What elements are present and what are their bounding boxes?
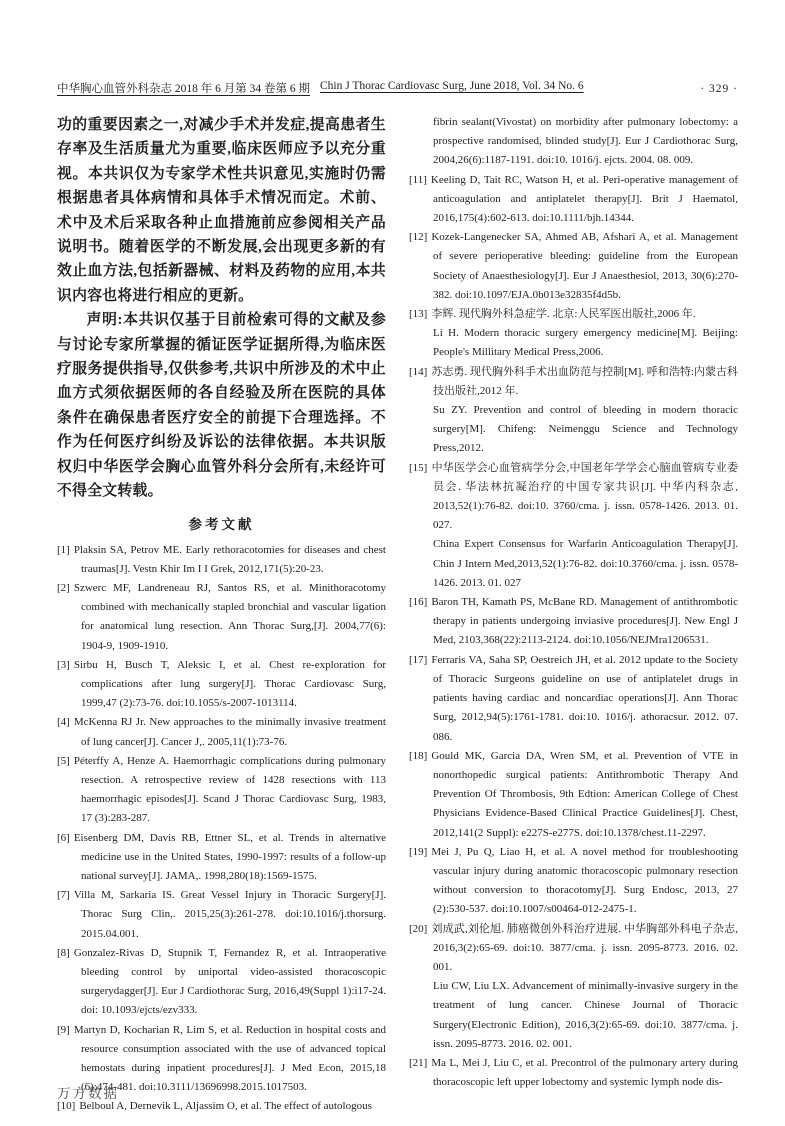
reference-label: [7] [57,889,70,902]
reference-text: [20] 刘成武,刘伦旭. 肺癌微创外科治疗进展. 中华胸部外科电子杂志, 2016,3(2):65-69. doi:10. 3877/cma. j. issn. 2095-8773. 2016. 02. 001. [409,922,738,973]
reference-text: [3] Sirbu H, Busch T, Aleksic I, et al. Chest re-exploration for complications after lung surgery[J]. Thorac Cardiovasc Surg, 1999,47 (2):73-76. doi:10.1055/s-2007-1013114. [57,658,386,710]
reference-text: [4] McKenna RJ Jr. New approaches to the minimally invasive treatment of lung cancer[J]. Cancer J,. 2005,11(1):73-76. [57,716,386,748]
reference-label: [21] [409,1056,428,1069]
reference-item [409,171,738,229]
reference-label: [8] [57,946,70,959]
reference-text: [16] Baron TH, Kamath PS, McBane RD. Management of antithrombotic therapy in patients undergoing inviasive procedures[J]. New Engl J Med, 2103,368(22):2113-2124. doi:10.1056/NEJMra1206531. [409,596,738,647]
reference-text: [14] 苏志勇. 现代胸外科手术出血防范与控制[M]. 呼和浩特:内蒙古科技出版社,2012 年. [409,365,738,397]
reference-text: [19] Mei J, Pu Q, Liao H, et al. A novel method for troubleshooting vascular injury during anatomic thoracoscopic pulmonary resection without conversion to thoracotomy[J]. Surg Endosc, 2013, 27 (2):530-537. doi:10.1007/s00464-012-2475-1. [409,845,738,916]
journal-title-english: Chin J Thorac Cardiovasc Surg, June 2018, Vol. 34 No. 6 [320,80,584,92]
reference-item [409,593,738,651]
reference-label: [6] [57,831,70,844]
reference-label: [19] [409,845,428,858]
reference-text: [10] Belboul A, Dernevik L, Aljassim O, et al. The effect of autologous [57,1100,372,1113]
reference-item [409,747,738,843]
reference-item [409,1054,738,1092]
statement-paragraph: 声明:本共识仅基于目前检索可得的文献及参与讨论专家所掌握的循证医学证据所得,为临床医疗服务提供指导,仅供参考,共识中所涉及的术中止血方式须依据医师的各自经验及所在医院的具体条件在确保患者医疗安全的前提下合理选择。不作为任何医疗纠纷及诉讼的法律依据。本共识版权归中华医学会胸心血管外科分会所有,未经许可不得全文转载。 [57,312,386,500]
reference-text: China Expert Consensus for Warfarin Anticoagulation Therapy[J]. Chin J Intern Med,2013,52(1):76-82. doi:10.3760/cma. j. issn. 0578-1426. 2013. 01. 027 [433,538,738,589]
body-paragraph-continuation: 功的重要因素之一,对减少手术并发症,提高患者生存率及生活质量尤为重要,临床医师应予以充分重视。本共识仅为专家学术性共识意见,实施时仍需根据患者具体病情和具体手术情况而定。术前、术中及术后采取各种止血措施前应参阅相关产品说明书。随着医学的不断发展,会出现更多新的有效止血方法,包括新器械、材料及药物的应用,本共识内容也将进行相应的更新。 [57,117,386,304]
reference-label: [4] [57,716,70,729]
reference-text: Liu CW, Liu LX. Advancement of minimally-invasive surgery in the treatment of lung cancer. Chinese Journal of Thoracic Surgery(Electronic Edition), 2016,3(2):65-69. doi:10. 3877/cma. j. issn. 2095-8773. 2016. 02. 001. [433,980,738,1050]
running-head [57,80,738,96]
reference-label: [14] [409,365,428,378]
reference-label: [18] [409,749,428,762]
reference-label: [15] [409,461,428,474]
reference-text: [12] Kozek-Langenecker SA, Ahmed AB, Afshari A, et al. Management of severe perioperative bleeding: guideline from the European Society of Anaesthesiology[J]. Eur J Anaesthesiol, 2013, 30(6):270-382. doi:10.1097/EJA.0b013e32835f4d5b. [409,231,738,301]
references-column-right [409,113,738,1092]
journal-title-chinese: 中华胸心血管外科杂志 2018 年 6 月第 34 卷第 6 期 [57,83,310,95]
references-column-left [57,541,386,1117]
reference-text: Su ZY. Prevention and control of bleeding in modern thoracic surgery[M]. Chifeng: Neimenggu Science and Technology Press,2012. [433,404,738,455]
reference-item [57,829,386,887]
references-heading: 参考文献 [188,516,255,532]
reference-label: [2] [57,581,70,594]
reference-item [409,843,738,920]
reference-item [57,541,386,579]
reference-item [409,459,738,593]
reference-label: [12] [409,231,428,244]
reference-label: [20] [409,922,428,935]
reference-label: [13] [409,308,428,321]
reference-label: [3] [57,658,70,671]
reference-text: [13] 李辉. 现代胸外科急症学. 北京:人民军医出版社,2006 年. [409,308,696,321]
right-column [409,113,738,1117]
reference-label: [1] [57,543,70,556]
reference-text: [11] Keeling D, Tait RC, Watson H, et al. Peri-operative management of anticoagulation and antiplatelet therapy[J]. Brit J Haematol, 2016,175(4):602-613. doi:10.1111/bjh.14344. [409,173,738,225]
reference-item [409,920,738,1054]
reference-text: [6] Eisenberg DM, Davis RB, Ettner SL, et al. Trends in alternative medicine use in the United States, 1990-1997: results of a follow-up national survey[J]. JAMA,. 1998,280(18):1569-1575. [57,831,386,882]
reference-label: [10] [57,1100,76,1113]
wanfang-watermark: 万方数据 [57,1086,119,1101]
reference-label: [9] [57,1023,70,1036]
reference-text: [9] Martyn D, Kocharian R, Lim S, et al. Reduction in hospital costs and resource consumption associated with the use of advanced topical hemostats during inpatient procedures[J]. J Med Econ, 2015,18 (6):474-481. doi:10.3111/13696998.2015.1017503. [57,1023,386,1094]
reference-text: [7] Villa M, Sarkaria IS. Great Vessel Injury in Thoracic Surgery[J]. Thorac Surg Clin,. 2015,25(3):261-278. doi:10.1016/j.thorsurg. 2015.04.001. [57,889,386,940]
reference-label: [5] [57,754,70,767]
page-content [57,80,738,1117]
reference-text: [8] Gonzalez-Rivas D, Stupnik T, Fernandez R, et al. Intraoperative bleeding control by uniportal video-assisted thoracoscopic surgerydagger[J]. Eur J Cardiothorac Surg, 2016,49(Suppl 1):i17-24. doi: 10.1093/ejcts/ezv333. [57,946,386,1017]
reference-item [409,363,738,459]
reference-text: [15] 中华医学会心血管病学分会,中国老年学学会心脑血管病专业委员会. 华法林抗凝治疗的中国专家共识[J]. 中华内科杂志, 2013,52(1):76-82. doi:10. 3760/cma. j. issn. 0578-1426. 2013. 01. 027. [409,461,738,532]
two-column-layout [57,113,738,1117]
left-column [57,113,386,1117]
reference-continuation [409,113,738,171]
reference-item [57,886,386,944]
reference-item [57,579,386,656]
reference-item [57,656,386,714]
page-number: · 329 · [700,83,738,95]
reference-item [57,944,386,1021]
reference-text: [17] Ferraris VA, Saha SP, Oestreich JH, et al. 2012 update to the Society of Thoracic Surgeons guideline on use of antiplatelet drugs in patients having cardiac and noncardiac operations[J]. Ann Thorac Surg, 2012,94(5):1761-1781. doi:10. 1016/j. athoracsur. 2012. 07. 086. [409,653,738,743]
reference-item [57,713,386,751]
reference-text: fibrin sealant(Vivostat) on morbidity after pulmonary lobectomy: a prospective randomised, blinded study[J]. Eur J Cardiothorac Surg, 2004,26(6):1187-1191. doi:10. 1016/j. ejcts. 2004. 08. 009. [433,116,738,167]
reference-item [409,651,738,747]
reference-text: [2] Szwerc MF, Landreneau RJ, Santos RS, et al. Minithoracotomy combined with mechanically stapled bronchial and vascular ligation for anatomical lung resection. Ann Thorac Surg,[J]. 2004,77(6): 1904-9, 1909-1910. [57,581,386,652]
reference-item [409,305,738,363]
reference-label: [16] [409,596,428,609]
running-head-titles [57,80,584,96]
reference-text: [5] Péterffy A, Henze A. Haemorrhagic complications during pulmonary resection. A retrospective review of 1428 resections with 113 haemorrhagic episodes[J]. Scand J Thorac Cardiovasc Surg, 1983, 17 (3):283-287. [57,754,386,825]
reference-text: [18] Gould MK, Garcia DA, Wren SM, et al. Prevention of VTE in nonorthopedic surgical patients: Antithrombotic Therapy And Prevention Of Thrombosis, 9th Edtion: American College of Chest Physicians Evidence-Based Clinical Practice Guidelines[J]. Chest, 2012,141(2 Suppl): e227S-e277S. doi:10.1378/chest.11-2297. [409,749,738,839]
reference-text: [21] Ma L, Mei J, Liu C, et al. Precontrol of the pulmonary artery during thoracoscopic left upper lobectomy and systemic lymph node dis- [409,1056,738,1089]
reference-text: Li H. Modern thoracic surgery emergency medicine[M]. Beijing: People's Millitary Medical Press,2006. [433,327,738,359]
reference-item [409,228,738,305]
reference-text: [1] Plaksin SA, Petrov ME. Early rethoracotomies for diseases and chest traumas[J]. Vestn Khir Im I I Grek, 2012,171(5):20-23. [57,543,386,575]
reference-item [57,752,386,829]
reference-label: [17] [409,653,428,666]
reference-label: [11] [409,173,427,186]
